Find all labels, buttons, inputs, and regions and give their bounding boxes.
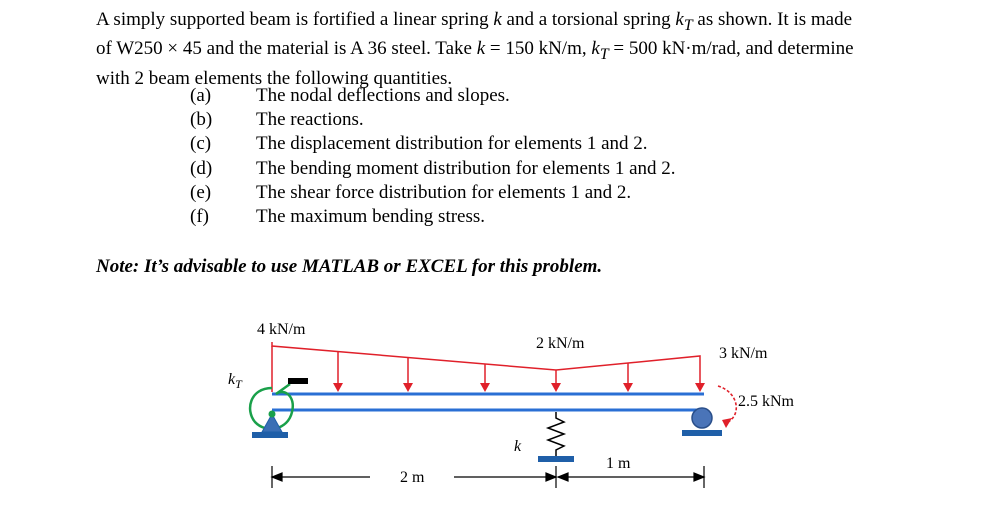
moment-label: 2.5 kNm bbox=[738, 393, 794, 410]
roller-support bbox=[682, 408, 722, 436]
task-item-a: (a) The nodal deflections and slopes. bbox=[190, 85, 510, 106]
linear-spring bbox=[538, 412, 574, 462]
load-arrow-head bbox=[333, 383, 343, 392]
problem-line-2: of W250 × 45 and the material is A 36 steel. Take k = 150 kN/m, $k_T = 500$ kN·m/rad, and determine bbox=[96, 38, 854, 64]
load-arrow-head bbox=[695, 383, 705, 392]
dim-label-left: 2 m bbox=[400, 469, 425, 486]
task-item-d: (d) The bending moment distribution for elements 1 and 2. bbox=[190, 157, 676, 179]
task-item-e: (e) The shear force distribution for elements 1 and 2. bbox=[190, 181, 632, 203]
load-arrow-head bbox=[480, 383, 490, 392]
torsion-spring-label: $k_T$ bbox=[228, 371, 242, 391]
beam bbox=[272, 394, 704, 410]
load-label-mid: 2 kN/m bbox=[536, 335, 585, 352]
note: Note: It’s advisable to use MATLAB or EXCEL for this problem. bbox=[96, 256, 603, 277]
torsion-clamp bbox=[288, 378, 308, 384]
load-profile bbox=[272, 342, 700, 372]
task-item-b: (b) The reactions. bbox=[190, 109, 364, 131]
problem-line-1: A simply supported beam is fortified a linear spring k and a torsional spring $k_T$ as shown. It is made bbox=[96, 9, 853, 34]
load-arrow-head bbox=[551, 383, 561, 392]
moment-arrow bbox=[718, 386, 736, 428]
distributed-load bbox=[272, 342, 705, 392]
load-arrow-head bbox=[623, 383, 633, 392]
load-arrow-head bbox=[403, 383, 413, 392]
load-label-left: 4 kN/m bbox=[257, 321, 306, 338]
dimension-lines bbox=[272, 466, 704, 488]
linear-spring-label: k bbox=[514, 438, 522, 455]
dim-label-right: 1 m bbox=[606, 455, 631, 472]
problem-line-3: with 2 beam elements the following quantities. bbox=[96, 67, 453, 89]
task-item-f: (f) The maximum bending stress. bbox=[190, 206, 486, 228]
task-item-c: (c) The displacement distribution for elements 1 and 2. bbox=[190, 133, 648, 155]
load-label-right: 3 kN/m bbox=[719, 345, 768, 362]
